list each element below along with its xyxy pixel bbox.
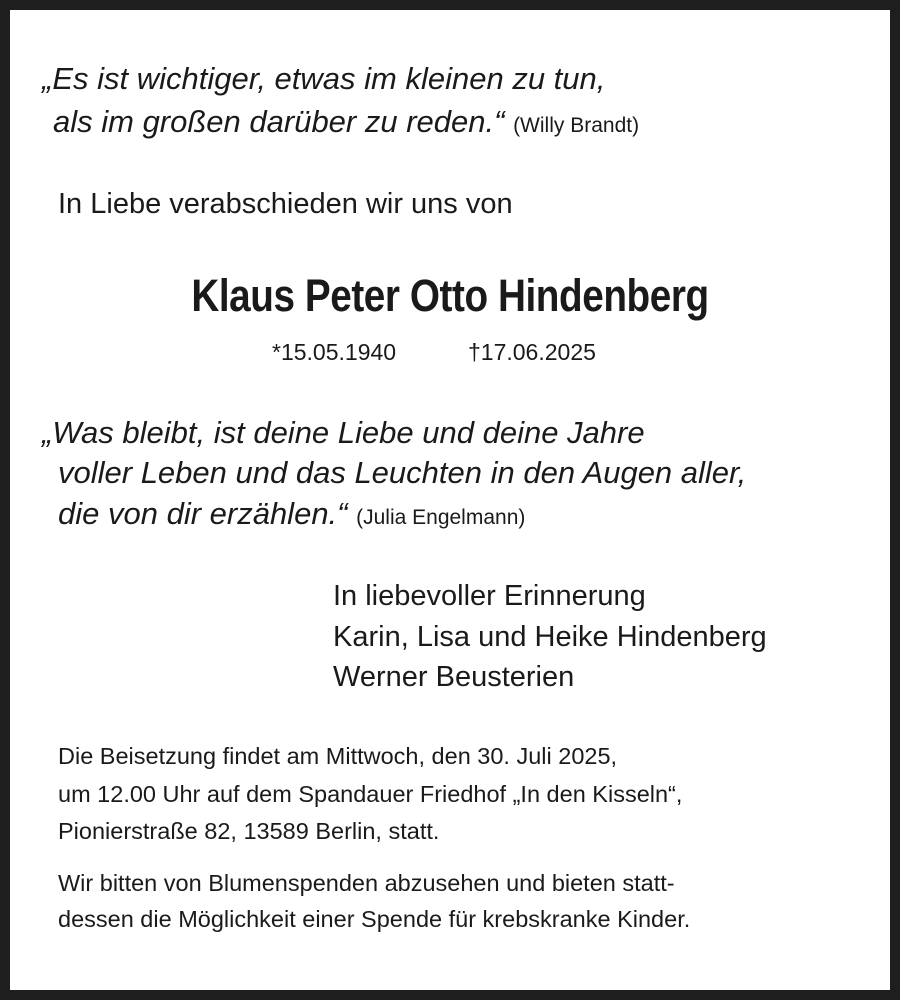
remembrance-line: In liebevoller Erinnerung bbox=[333, 580, 646, 612]
funeral-line: Pionierstraße 82, 13589 Berlin, statt. bbox=[58, 818, 440, 844]
birth-date: *15.05.1940 bbox=[272, 339, 397, 365]
donation-line: Wir bitten von Blumenspenden abzusehen und bieten statt- bbox=[58, 870, 675, 896]
quote-line bbox=[58, 497, 525, 535]
quote-line bbox=[53, 105, 639, 143]
quote-text: als im großen darüber zu reden.“ bbox=[53, 104, 505, 139]
quote-author: (Julia Engelmann) bbox=[356, 506, 526, 529]
quote-author: (Willy Brandt) bbox=[513, 114, 640, 137]
quote-line: voller Leben und das Leuchten in den Augen aller, bbox=[58, 455, 747, 490]
funeral-line: Die Beisetzung findet am Mittwoch, den 30. Juli 2025, bbox=[58, 743, 618, 769]
quote-line: „Es ist wichtiger, etwas im kleinen zu tun, bbox=[42, 61, 606, 96]
family-line: Werner Beusterien bbox=[333, 661, 575, 693]
death-date: †17.06.2025 bbox=[468, 339, 596, 365]
deceased-name: Klaus Peter Otto Hindenberg bbox=[191, 270, 709, 321]
quote-text: die von dir erzählen.“ bbox=[58, 496, 348, 531]
funeral-line: um 12.00 Uhr auf dem Spandauer Friedhof „In den Kisseln“, bbox=[58, 781, 683, 807]
intro-text: In Liebe verabschieden wir uns von bbox=[58, 188, 513, 220]
family-line: Karin, Lisa und Heike Hindenberg bbox=[333, 621, 767, 653]
quote-line: „Was bleibt, ist deine Liebe und deine Jahre bbox=[42, 415, 645, 450]
donation-line: dessen die Möglichkeit einer Spende für krebskranke Kinder. bbox=[58, 906, 691, 932]
